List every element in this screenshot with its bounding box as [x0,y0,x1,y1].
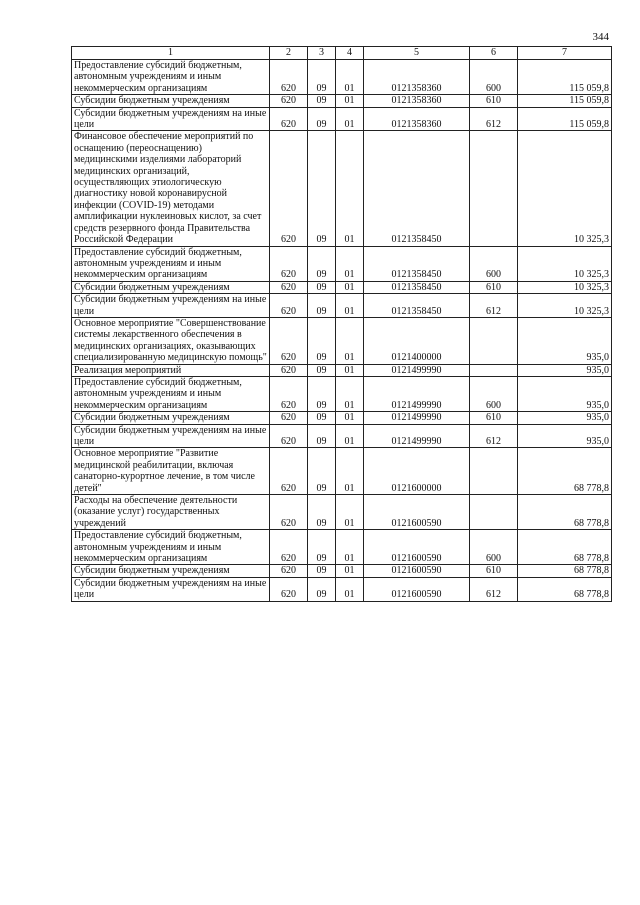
row-rz: 09 [308,107,336,131]
header-col-1: 1 [72,47,270,60]
row-ved: 620 [270,424,308,448]
table-row [72,565,612,577]
row-name: Расходы на обеспечение деятельности (оказание услуг) государственных учреждений [72,495,270,530]
row-ved: 620 [270,107,308,131]
row-sum: 935,0 [518,412,612,424]
row-csr: 0121400000 [364,317,470,364]
row-pr: 01 [336,412,364,424]
row-ved: 620 [270,60,308,95]
row-sum: 935,0 [518,364,612,376]
row-ved: 620 [270,376,308,411]
table-row [72,95,612,107]
row-name: Основное мероприятие "Развитие медицинской реабилитации, включая санаторно-курортное лечение, в том числе детей" [72,448,270,495]
row-ved: 620 [270,294,308,318]
budget-table [71,46,612,602]
row-rz: 09 [308,131,336,246]
row-vr: 610 [470,281,518,293]
row-sum: 115 059,8 [518,107,612,131]
row-csr: 0121499990 [364,412,470,424]
row-ved: 620 [270,95,308,107]
row-name: Субсидии бюджетным учреждениям на иные цели [72,107,270,131]
row-sum: 935,0 [518,376,612,411]
row-name: Субсидии бюджетным учреждениям [72,565,270,577]
row-name: Предоставление субсидий бюджетным, автономным учреждениям и иным некоммерческим организациям [72,246,270,281]
row-vr: 600 [470,246,518,281]
row-csr: 0121600590 [364,495,470,530]
row-vr [470,317,518,364]
row-pr: 01 [336,131,364,246]
row-name: Финансовое обеспечение мероприятий по оснащению (переоснащению) медицинскими изделиями лабораторий медицинских организаций, осуществляющих этиологическую диагностику новой коронавирусной инфекции (COVID-19) методами амплификации нуклеиновых кислот, за счет средств резервного фонда Правительства Российской Федерации [72,131,270,246]
row-pr: 01 [336,495,364,530]
row-vr [470,364,518,376]
row-rz: 09 [308,317,336,364]
table-row [72,131,612,246]
table-row [72,364,612,376]
table-row [72,530,612,565]
row-rz: 09 [308,424,336,448]
row-vr: 612 [470,424,518,448]
row-sum: 935,0 [518,317,612,364]
row-ved: 620 [270,448,308,495]
header-col-2: 2 [270,47,308,60]
table-row [72,294,612,318]
row-csr: 0121358360 [364,107,470,131]
row-vr: 612 [470,294,518,318]
row-pr: 01 [336,95,364,107]
row-vr: 612 [470,107,518,131]
row-rz: 09 [308,294,336,318]
row-pr: 01 [336,424,364,448]
row-name: Субсидии бюджетным учреждениям на иные цели [72,577,270,601]
header-col-4: 4 [336,47,364,60]
row-ved: 620 [270,412,308,424]
header-row [72,47,612,60]
row-vr [470,495,518,530]
row-csr: 0121499990 [364,364,470,376]
row-csr: 0121600590 [364,577,470,601]
row-pr: 01 [336,530,364,565]
row-rz: 09 [308,448,336,495]
row-vr: 600 [470,60,518,95]
table-row [72,246,612,281]
row-name: Субсидии бюджетным учреждениям [72,95,270,107]
row-pr: 01 [336,364,364,376]
row-ved: 620 [270,495,308,530]
row-vr: 610 [470,95,518,107]
row-ved: 620 [270,317,308,364]
row-csr: 0121499990 [364,376,470,411]
row-vr: 610 [470,565,518,577]
header-col-3: 3 [308,47,336,60]
row-rz: 09 [308,281,336,293]
row-csr: 0121358360 [364,95,470,107]
row-ved: 620 [270,530,308,565]
table-body [72,60,612,602]
row-pr: 01 [336,294,364,318]
row-name: Предоставление субсидий бюджетным, автономным учреждениям и иным некоммерческим организациям [72,376,270,411]
row-csr: 0121600000 [364,448,470,495]
row-sum: 68 778,8 [518,577,612,601]
row-vr: 600 [470,376,518,411]
row-vr [470,448,518,495]
row-ved: 620 [270,577,308,601]
row-sum: 68 778,8 [518,495,612,530]
row-rz: 09 [308,95,336,107]
row-csr: 0121358360 [364,60,470,95]
row-pr: 01 [336,107,364,131]
row-rz: 09 [308,412,336,424]
row-sum: 10 325,3 [518,281,612,293]
row-rz: 09 [308,577,336,601]
row-csr: 0121358450 [364,131,470,246]
row-vr: 610 [470,412,518,424]
row-name: Субсидии бюджетным учреждениям [72,412,270,424]
row-rz: 09 [308,364,336,376]
row-pr: 01 [336,317,364,364]
row-sum: 115 059,8 [518,95,612,107]
header-col-7: 7 [518,47,612,60]
row-sum: 10 325,3 [518,131,612,246]
row-pr: 01 [336,60,364,95]
header-col-5: 5 [364,47,470,60]
row-csr: 0121600590 [364,530,470,565]
row-vr: 600 [470,530,518,565]
row-csr: 0121499990 [364,424,470,448]
row-pr: 01 [336,376,364,411]
row-rz: 09 [308,60,336,95]
row-sum: 115 059,8 [518,60,612,95]
table-row [72,317,612,364]
table-row [72,577,612,601]
row-csr: 0121358450 [364,281,470,293]
row-pr: 01 [336,577,364,601]
row-rz: 09 [308,565,336,577]
row-name: Субсидии бюджетным учреждениям на иные цели [72,424,270,448]
row-pr: 01 [336,246,364,281]
header-col-6: 6 [470,47,518,60]
row-name: Основное мероприятие "Совершенствование системы лекарственного обеспечения в медицинских организациях, оказывающих специализированную медицинскую помощь" [72,317,270,364]
row-ved: 620 [270,131,308,246]
row-sum: 68 778,8 [518,448,612,495]
table-row [72,60,612,95]
row-name: Реализация мероприятий [72,364,270,376]
row-ved: 620 [270,565,308,577]
row-rz: 09 [308,530,336,565]
row-sum: 10 325,3 [518,294,612,318]
row-csr: 0121600590 [364,565,470,577]
table-row [72,107,612,131]
row-csr: 0121358450 [364,294,470,318]
row-sum: 68 778,8 [518,565,612,577]
page-number: 344 [592,31,609,43]
row-vr [470,131,518,246]
row-name: Предоставление субсидий бюджетным, автономным учреждениям и иным некоммерческим организациям [72,530,270,565]
row-sum: 935,0 [518,424,612,448]
table-row [72,281,612,293]
row-rz: 09 [308,376,336,411]
table-row [72,448,612,495]
table-row [72,376,612,411]
row-ved: 620 [270,364,308,376]
row-name: Предоставление субсидий бюджетным, автономным учреждениям и иным некоммерческим организациям [72,60,270,95]
row-pr: 01 [336,565,364,577]
row-ved: 620 [270,281,308,293]
table-row [72,495,612,530]
table-header [72,47,612,60]
row-pr: 01 [336,448,364,495]
row-vr: 612 [470,577,518,601]
table-row [72,424,612,448]
row-csr: 0121358450 [364,246,470,281]
row-name: Субсидии бюджетным учреждениям на иные цели [72,294,270,318]
row-sum: 10 325,3 [518,246,612,281]
row-name: Субсидии бюджетным учреждениям [72,281,270,293]
row-sum: 68 778,8 [518,530,612,565]
row-pr: 01 [336,281,364,293]
row-ved: 620 [270,246,308,281]
row-rz: 09 [308,246,336,281]
table-row [72,412,612,424]
row-rz: 09 [308,495,336,530]
